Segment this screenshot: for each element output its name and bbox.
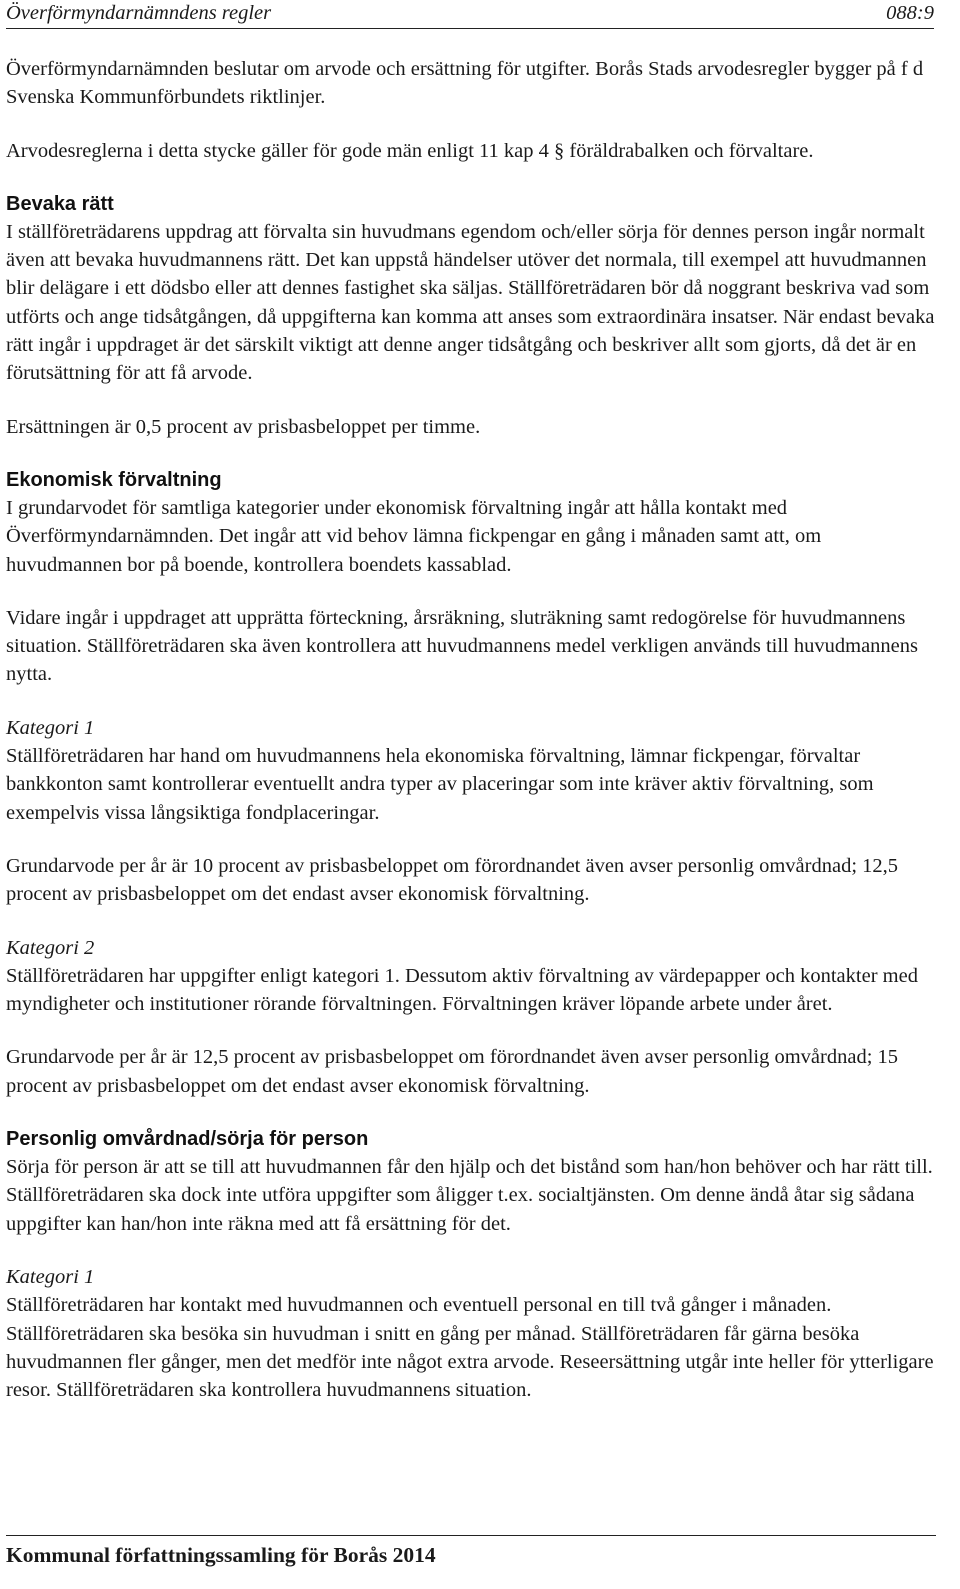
document-body — [6, 55, 938, 1429]
header-title: Överförmyndarnämndens regler — [6, 2, 272, 24]
scope-paragraph: Arvodesreglerna i detta stycke gäller för gode män enligt 11 kap 4 § föräldrabalken och förvaltare. — [6, 139, 814, 162]
page-header — [6, 0, 934, 29]
section-heading-personlig-omvardnad: Personlig omvårdnad/sörja för person — [6, 1128, 369, 1151]
ekonomisk-kategori-1-fee: Grundarvode per år är 10 procent av prisbasbeloppet om förordnandet även avser personlig omvårdnad; 12,5 procent av prisbasbeloppet om det endast avser ekonomisk förvaltning. — [6, 854, 899, 906]
ekonomisk-kategori-2-label: Kategori 2 — [6, 936, 95, 959]
personlig-kategori-1-label: Kategori 1 — [6, 1265, 95, 1288]
ekonomisk-forvaltning-text-1: I grundarvodet för samtliga kategorier under ekonomisk förvaltning ingår att hålla kontakt med Överförmyndarnämnden. Det ingår att vid behov lämna fickpengar en gång i månaden samt att, om huvudmannen bor på boende, kontrollera boendets kassablad. — [6, 496, 822, 576]
ekonomisk-kategori-1-text: Ställföreträdaren har hand om huvudmannens hela ekonomiska förvaltning, lämnar fickpengar, förvaltar bankkonton samt kontrollerar eventuellt andra typer av placeringar som inte kräver aktiv förvaltning, som exempelvis vissa långsiktiga fondplaceringar. — [6, 745, 874, 824]
intro-paragraph: Överförmyndarnämnden beslutar om arvode och ersättning för utgifter. Borås Stads arvodesregler bygger på f d Svenska Kommunförbundets riktlinjer. — [6, 58, 924, 109]
personlig-omvardnad-text: Sörja för person är att se till att huvudmannen får den hjälp och det bistånd som han/hon behöver och har rätt till. Ställföreträdaren ska dock inte utföra uppgifter som åligger t.ex. socialtjänsten. Om denne ändå åtar sig sådana uppgifter kan han/hon inte räkna med att få ersättning för det. — [6, 1156, 933, 1235]
page-footer: Kommunal författningssamling för Borås 2014 — [6, 1543, 436, 1567]
footer-divider — [6, 1535, 936, 1536]
section-heading-ekonomisk-forvaltning: Ekonomisk förvaltning — [6, 468, 222, 491]
ekonomisk-kategori-2-fee: Grundarvode per år är 12,5 procent av prisbasbeloppet om förordnandet även avser personlig omvårdnad; 15 procent av prisbasbeloppet om det endast avser ekonomisk förvaltning. — [6, 1046, 899, 1097]
header-page-number: 088:9 — [886, 2, 934, 24]
ekonomisk-forvaltning-text-2: Vidare ingår i uppdraget att upprätta förteckning, årsräkning, sluträkning samt redogörelse för huvudmannens situation. Ställföreträdaren ska även kontrollera att huvudmannens medel verkligen används till huvudmannens nytta. — [6, 606, 918, 686]
ekonomisk-kategori-1-label: Kategori 1 — [6, 716, 95, 739]
ekonomisk-kategori-2-text: Ställföreträdaren har uppgifter enligt kategori 1. Dessutom aktiv förvaltning av värdepapper och kontakter med myndigheter och institutioner rörande förvaltningen. Förvaltningen kräver löpande arbete under året. — [6, 964, 918, 1016]
bevaka-ratt-text: I ställföreträdarens uppdrag att förvalta sin huvudmans egendom och/eller sörja för dennes person ingår normalt även att bevaka huvudmannens rätt. Det kan uppstå händelser utöver det normala, till exempel att huvudmannen blir delägare i ett dödsbo eller att dennes fastighet ska säljas. Ställföreträdaren bör då noggrant beskriva vad som utförts och ange tidsåtgången, då uppgifterna kan komma att anses som extraordinära insatser. När endast bevaka rätt ingår i uppdraget är det särskilt viktigt att denne anger tidsåtgång och beskriver allt som gjorts, då det är en förutsättning för att få arvode. — [6, 220, 935, 385]
bevaka-ratt-compensation: Ersättningen är 0,5 procent av prisbasbeloppet per timme. — [6, 415, 481, 438]
section-heading-bevaka-ratt: Bevaka rätt — [6, 192, 114, 215]
personlig-kategori-1-text: Ställföreträdaren har kontakt med huvudmannen och eventuell personal en till två gånger i månaden. Ställföreträdaren ska besöka sin huvudman i snitt en gång per månad. Ställföreträdaren får gärna besöka huvudmannen fler gånger, men det medför inte något extra arvode. Reseersättning utgår inte heller för ytterligare resor. Ställföreträdaren ska kontrollera huvudmannens situation. — [6, 1294, 934, 1402]
